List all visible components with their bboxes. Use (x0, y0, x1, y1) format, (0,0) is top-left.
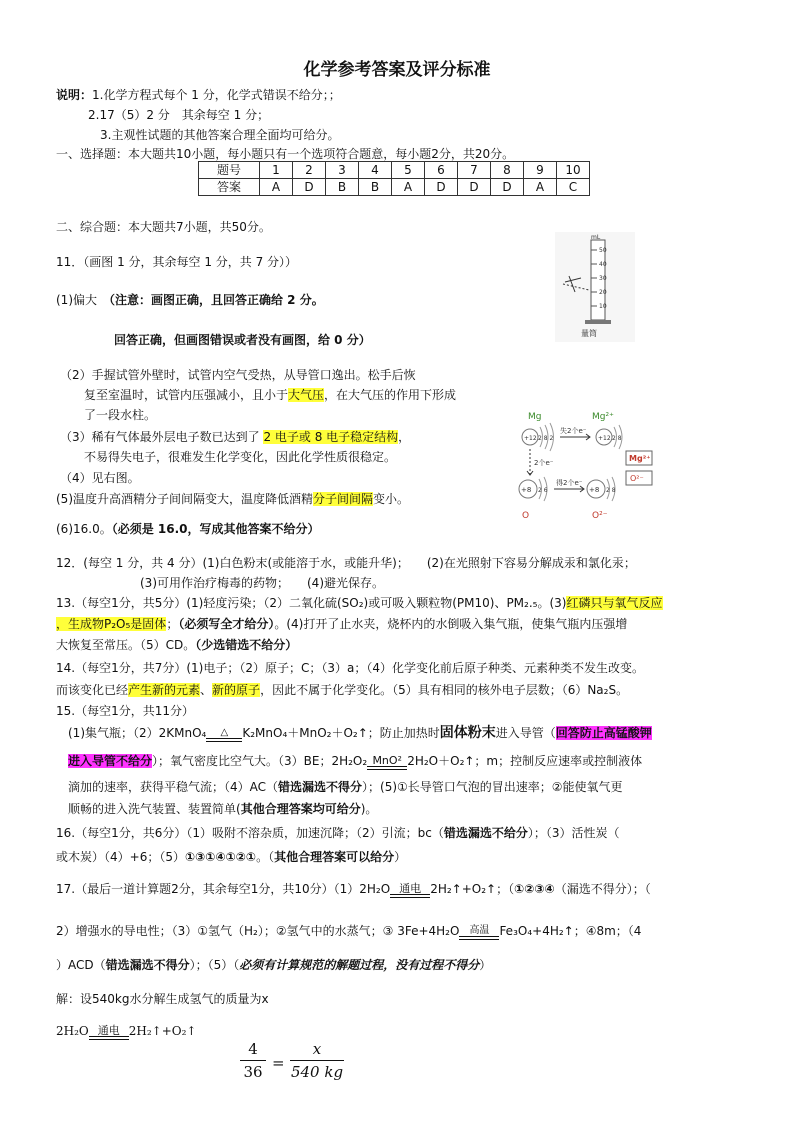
q15-emphasis: 固体粉末 (439, 725, 496, 741)
q15-line1 (68, 724, 652, 742)
q16-text: 16.（每空1分，共6分）（1）吸附不溶杂质，加速沉降；（2）引流；bc（ (56, 826, 444, 840)
reaction-condition: △ (220, 727, 229, 738)
q14-line2 (56, 681, 628, 699)
diagram-mg-label: Mg (528, 412, 542, 422)
q11-p1-note-2: 回答正确，但画图错误或者没有画图，给 0 分） (114, 333, 371, 347)
q11-text: (6)16.0。 (56, 522, 112, 536)
q15-line2 (68, 752, 642, 770)
graduated-cylinder-figure (555, 232, 635, 342)
table-header-answer: 答案 (199, 179, 260, 196)
q14-text: ，因此不属于化学变化。（5）具有相同的核外电子层数；（6）Na₂S。 (260, 683, 629, 697)
q13-text: 大恢复至常压。（5）CD。 (56, 638, 196, 652)
q17-line3 (56, 956, 491, 974)
q11-part4: （4）见右图。 (60, 471, 140, 485)
q11-p1-answer: (1)偏大 (56, 293, 109, 307)
q11-text: 变小。 (373, 492, 410, 506)
q11-text: (5)温度升高酒精分子间间隔变大，温度降低酒精 (56, 492, 313, 506)
diagram-o2-shells: 2 8 (606, 487, 616, 494)
cylinder-label: 量筒 (581, 329, 597, 338)
q17-sequence: ①②③④ (514, 882, 555, 896)
reaction-arrow (89, 1026, 129, 1040)
reaction-arrow (459, 926, 499, 940)
q16-note: 其他合理答案可以给分 (274, 850, 395, 864)
answer-table-number-row (199, 162, 590, 179)
q11-part2-line3: 了一段水柱。 (84, 408, 157, 422)
q15-text: 顺畅的进入洗气装置、装置简单( (68, 802, 241, 816)
q16-text: ） (394, 850, 407, 864)
q13-line3 (56, 636, 297, 654)
q17-text: ）；（5）（ (189, 958, 240, 972)
equation-reactant: 2H₂O (56, 1024, 89, 1038)
q11-text: ，在大气压的作用下形成 (324, 388, 457, 402)
q16-line1 (56, 824, 620, 842)
q17-text: ）ACD（ (56, 958, 106, 972)
diagram-o-shells: 2 6 (538, 487, 548, 494)
table-cell: 2 (293, 162, 326, 179)
q14-highlight: 新的原子 (212, 683, 261, 697)
note-2: 2.17（5）2 分 其余每空 1 分； (88, 108, 270, 122)
diagram-box-mg: Mg²⁺ (629, 454, 651, 463)
notes-label: 说明： (56, 88, 93, 102)
q17-note: 必须有计算规范的解题过程，没有过程不得分 (239, 958, 480, 972)
table-cell: 6 (425, 162, 458, 179)
q16-line2 (56, 848, 406, 866)
table-cell: B (359, 179, 392, 196)
reaction-condition: 通电 (97, 1024, 120, 1037)
equation-products: 2H₂↑+O₂↑ (128, 1024, 197, 1038)
q13-text: ； (166, 617, 179, 631)
q16-text: 。（ (256, 850, 275, 864)
fraction-right (290, 1040, 344, 1081)
q11-text: ， (398, 430, 411, 444)
q11-part2-line2 (84, 386, 456, 404)
q11-p6-note: （必须是 16.0，写成其他答案不给分） (111, 522, 320, 536)
q15-note: 错选漏选不得分 (278, 780, 363, 794)
table-cell: A (524, 179, 557, 196)
diagram-box-o: O²⁻ (630, 474, 644, 483)
section2-heading: 二、综合题：本大题共7小题，共50分。 (56, 220, 271, 234)
fraction-equals: = (272, 1054, 285, 1072)
table-cell: 7 (458, 162, 491, 179)
reaction-condition: 通电 (399, 882, 422, 895)
q13-highlight: ，生成物P₂O₅是固体 (56, 617, 167, 631)
q15-highlight-magenta: 回答防止高锰酸钾 (555, 726, 652, 740)
table-cell: A (260, 179, 293, 196)
diagram-mg2-shells: 2 8 (612, 435, 622, 442)
q15-text: )。 (360, 802, 378, 816)
diagram-o-label: O (522, 511, 530, 521)
table-cell: B (326, 179, 359, 196)
diagram-give-label: 2个e⁻ (534, 459, 554, 467)
q15-text: ）；氧气密度比空气大。（3）BE；2H₂O₂ (152, 754, 368, 768)
q17-note: 错选漏选不得分 (105, 958, 190, 972)
q15-line3 (68, 778, 623, 796)
q15-text: (1)集气瓶；（2）2KMnO₄ (68, 726, 207, 740)
q11-part5 (56, 490, 409, 508)
diagram-mg-shells: 2 8 2 (538, 435, 554, 442)
q17-line1 (56, 880, 651, 898)
q13-text: 13.（每空1分，共5分）(1)轻度污染；（2）二氧化硫(SO₂)或可吸入颗粒物(PM10)、PM₂.₅。(3) (56, 596, 567, 610)
fraction-denominator: 540 kg (290, 1063, 344, 1081)
q15-text: 滴加的速率，获得平稳气流；（4）AC（ (68, 780, 279, 794)
q13-line2 (56, 615, 627, 633)
note-1: 1.化学方程式每个 1 分，化学式错误不给分；； (92, 88, 341, 102)
table-header-number: 题号 (199, 162, 260, 179)
q15-text: K₂MnO₄＋MnO₂＋O₂↑；防止加热时 (242, 726, 440, 740)
table-cell: D (293, 179, 326, 196)
q15-text: 进入导管（ (495, 726, 556, 740)
diagram-gain-label: 得2个e⁻ (556, 479, 583, 487)
q11-part6 (56, 520, 320, 538)
cylinder-tick: 10 (599, 303, 607, 310)
q17-text: （漏选不得分）；（ (554, 882, 651, 896)
q11-part2-line1: （2）手握试管外壁时，试管内空气受热，从导管口逸出。松手后恢 (60, 368, 416, 382)
q13-text: 。(4)打开了止水夹，烧杯内的水倒吸入集气瓶，使集气瓶内压强增 (274, 617, 628, 631)
q12-line1: 12．(每空 1 分，共 4 分）(1)白色粉末(或能溶于水，或能升华)； (2)在光照射下容易分解成汞和氯化汞； (56, 556, 636, 570)
q11-p1-note: （注意：画图正确，且回答正确给 2 分。 (109, 293, 324, 307)
q13-note: （少选错选不给分） (195, 638, 298, 652)
diagram-mg2-label: Mg²⁺ (592, 412, 614, 422)
q11-highlight-spacing: 分子间间隔 (313, 492, 374, 506)
q17-text: 2H₂↑+O₂↑；（ (430, 882, 515, 896)
q15-text: ）；(5)①长导管口气泡的冒出速率；②能使氧气更 (362, 780, 623, 794)
fraction-numerator: x (312, 1040, 322, 1058)
diagram-mg2-nucleus: +12 (598, 435, 611, 442)
note-3: 3.主观性试题的其他答案合理全面均可给分。 (100, 128, 340, 142)
table-cell: D (458, 179, 491, 196)
q17-text: Fe₃O₄+4H₂↑；④8m；（4 (499, 924, 642, 938)
q13-note: （必须写全才给分） (178, 617, 275, 631)
table-cell: 4 (359, 162, 392, 179)
reaction-arrow (390, 884, 430, 898)
q11-part1 (56, 291, 324, 309)
table-cell: 3 (326, 162, 359, 179)
q15-head: 15.（每空1分，共11分） (56, 704, 194, 718)
table-cell: A (392, 179, 425, 196)
cylinder-tick: 20 (599, 289, 607, 296)
notes-line-1 (56, 86, 341, 104)
reaction-arrow (206, 728, 242, 742)
q14-text: 而该变化已经 (56, 683, 129, 697)
q11-highlight-pressure: 大气压 (288, 388, 325, 402)
answer-table (198, 161, 590, 196)
diagram-o-nucleus: +8 (521, 486, 532, 494)
q15-text: 2H₂O＋O₂↑；m；控制反应速率或控制液体 (407, 754, 643, 768)
q17-text: 2）增强水的导电性；（3）①氢气（H₂）；②氢气中的水蒸气；③ 3Fe+4H₂O (56, 924, 460, 938)
q14-line1: 14.（每空1分，共7分）(1)电子；（2）原子；C；（3）a；（4）化学变化前后原子种类、元素种类不发生改变。 (56, 661, 644, 675)
section1-heading: 一、选择题：本大题共10小题，每小题只有一个选项符合题意，每小题2分，共20分。 (56, 147, 515, 161)
ion-formation-diagram (510, 405, 670, 525)
reaction-condition: MnO² (372, 754, 402, 767)
fraction-denominator: 36 (243, 1063, 263, 1081)
fraction-numerator: 4 (248, 1040, 258, 1058)
q11-text: 复至室温时，试管内压强减小，且小于 (84, 388, 289, 402)
page-title: 化学参考答案及评分标准 (303, 60, 491, 80)
cylinder-tick: 30 (599, 275, 607, 282)
q17-text: ） (479, 958, 492, 972)
q11-part3-line2: 不易得失电子，很难发生化学变化，因此化学性质很稳定。 (84, 450, 397, 464)
cylinder-tick: 40 (599, 261, 607, 268)
table-cell: C (557, 179, 590, 196)
q14-highlight: 产生新的元素 (128, 683, 201, 697)
reaction-condition: 高温 (469, 925, 490, 936)
q16-sequence: ①③①④①②① (184, 850, 257, 864)
q17-equation (56, 1022, 196, 1040)
diagram-o2-nucleus: +8 (589, 486, 600, 494)
fraction-left (240, 1040, 266, 1081)
q16-text: 或木炭）（4）+6；（5） (56, 850, 185, 864)
reaction-arrow (367, 756, 407, 770)
answer-table-answer-row (199, 179, 590, 196)
table-cell: 1 (260, 162, 293, 179)
table-cell: 5 (392, 162, 425, 179)
q15-note: 其他合理答案均可给分 (240, 802, 361, 816)
q13-line1 (56, 594, 663, 612)
cylinder-tick: 50 (599, 247, 607, 254)
table-cell: 9 (524, 162, 557, 179)
q16-note: 错选漏选不给分 (443, 826, 528, 840)
diagram-o2-label: O²⁻ (592, 511, 608, 521)
q11-part3-line1 (60, 428, 410, 446)
table-cell: D (425, 179, 458, 196)
q17-solution-intro: 解：设540kg水分解生成氢气的质量为x (56, 992, 269, 1006)
q11-highlight-stable: 2 电子或 8 电子稳定结构 (263, 430, 399, 444)
diagram-mg-nucleus: +12 (524, 435, 537, 442)
q17-line2 (56, 922, 641, 940)
table-cell: D (491, 179, 524, 196)
q11-head: 11．（画图 1 分，其余每空 1 分，共 7 分）） (56, 255, 298, 269)
q17-text: 17.（最后一道计算题2分，其余每空1分，共10分）（1）2H₂O (56, 882, 391, 896)
q12-line2: (3)可用作治疗梅毒的药物； (4)避光保存。 (140, 576, 384, 590)
q14-text: 、 (200, 683, 213, 697)
q15-highlight-magenta: 进入导管不给分 (68, 754, 153, 768)
q16-text: ）；（3）活性炭（ (527, 826, 620, 840)
q13-highlight: 红磷只与氧气反应 (566, 596, 663, 610)
q11-text: （3）稀有气体最外层电子数已达到了 (60, 430, 264, 444)
diagram-lose-label: 失2个e⁻ (560, 427, 587, 435)
table-cell: 10 (557, 162, 590, 179)
q15-line4 (68, 800, 377, 818)
table-cell: 8 (491, 162, 524, 179)
cylinder-unit: mL (591, 234, 601, 241)
